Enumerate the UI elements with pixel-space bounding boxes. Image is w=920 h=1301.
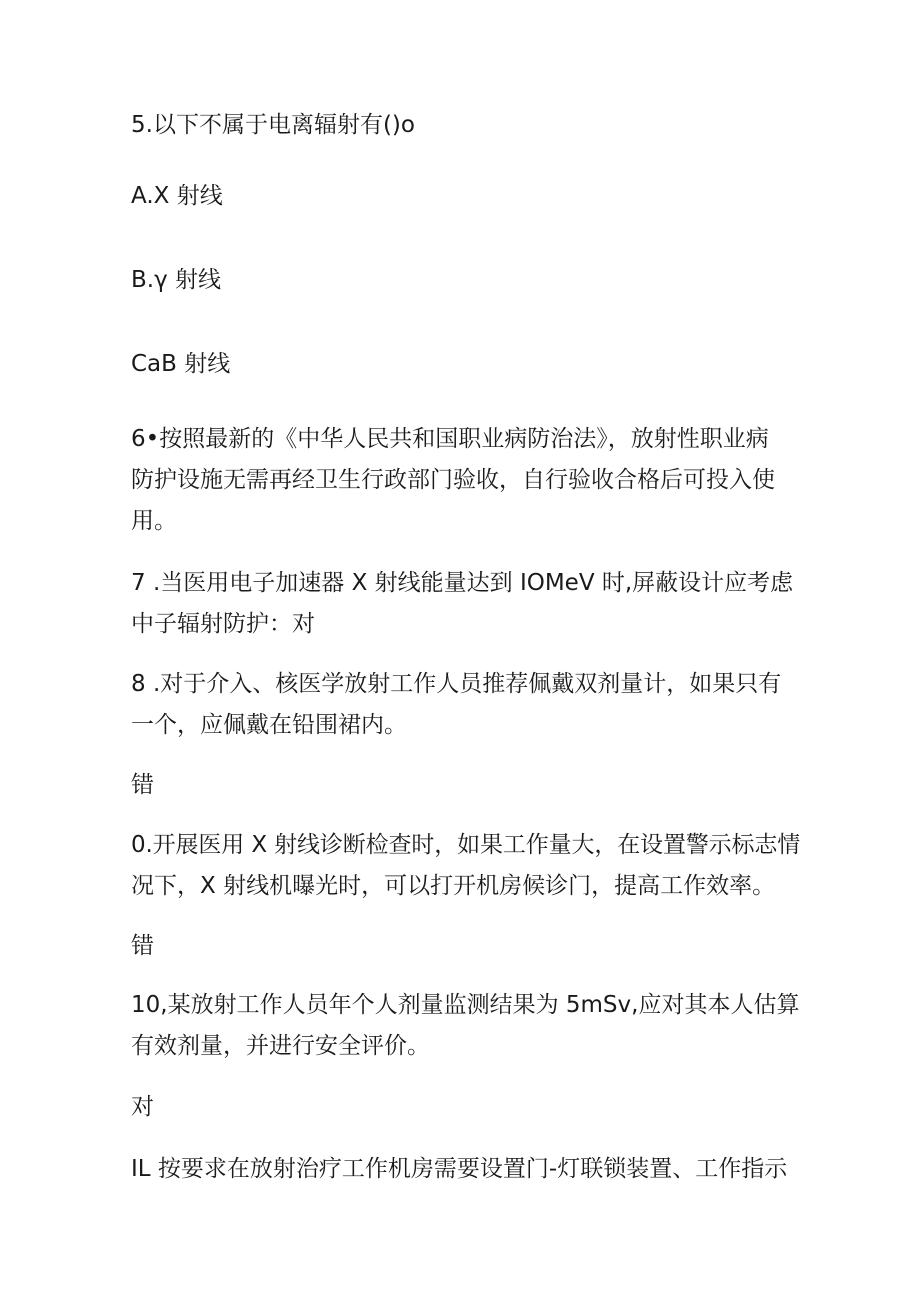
option-c-text: CaB 射线 <box>131 351 231 377</box>
question-6-line-3: 用。 <box>131 508 177 534</box>
question-9-answer: 错 <box>131 933 154 959</box>
question-6-line-1: 6•按照最新的《中华人民共和国职业病防治法》，放射性职业病 <box>131 426 769 452</box>
question-7-line-2: 中子辐射防护：对 <box>131 611 315 637</box>
question-9-line-2: 况下，X 射线机曝光时，可以打开机房候诊门，提高工作效率。 <box>131 873 776 899</box>
option-a-text: A.X 射线 <box>131 183 223 209</box>
question-8-line-1: 8 .对于介入、核医学放射工作人员推荐佩戴双剂量计，如果只有 <box>131 671 782 697</box>
question-10-line-2: 有效剂量，并进行安全评价。 <box>131 1033 430 1059</box>
question-8-answer: 错 <box>131 772 154 798</box>
question-8-line-2: 一个，应佩戴在铅围裙内。 <box>131 712 407 738</box>
question-10-line-1: 10,某放射工作人员年个人剂量监测结果为 5mSv,应对其本人估算 <box>131 992 800 1018</box>
question-5-text: 5.以下不属于电离辐射有()o <box>131 112 415 138</box>
question-7-line-1: 7 .当医用电子加速器 X 射线能量达到 IOMeV 时,屏蔽设计应考虑 <box>131 570 794 596</box>
question-11-line-1: IL 按要求在放射治疗工作机房需要设置门-灯联锁装置、工作指示 <box>131 1156 788 1182</box>
question-9-line-1: 0.开展医用 X 射线诊断检查时，如果工作量大，在设置警示标志情 <box>131 832 801 858</box>
question-10-answer: 对 <box>131 1094 154 1120</box>
question-6-line-2: 防护设施无需再经卫生行政部门验收，自行验收合格后可投入使 <box>131 467 775 493</box>
option-b-text: B.γ 射线 <box>131 267 222 293</box>
